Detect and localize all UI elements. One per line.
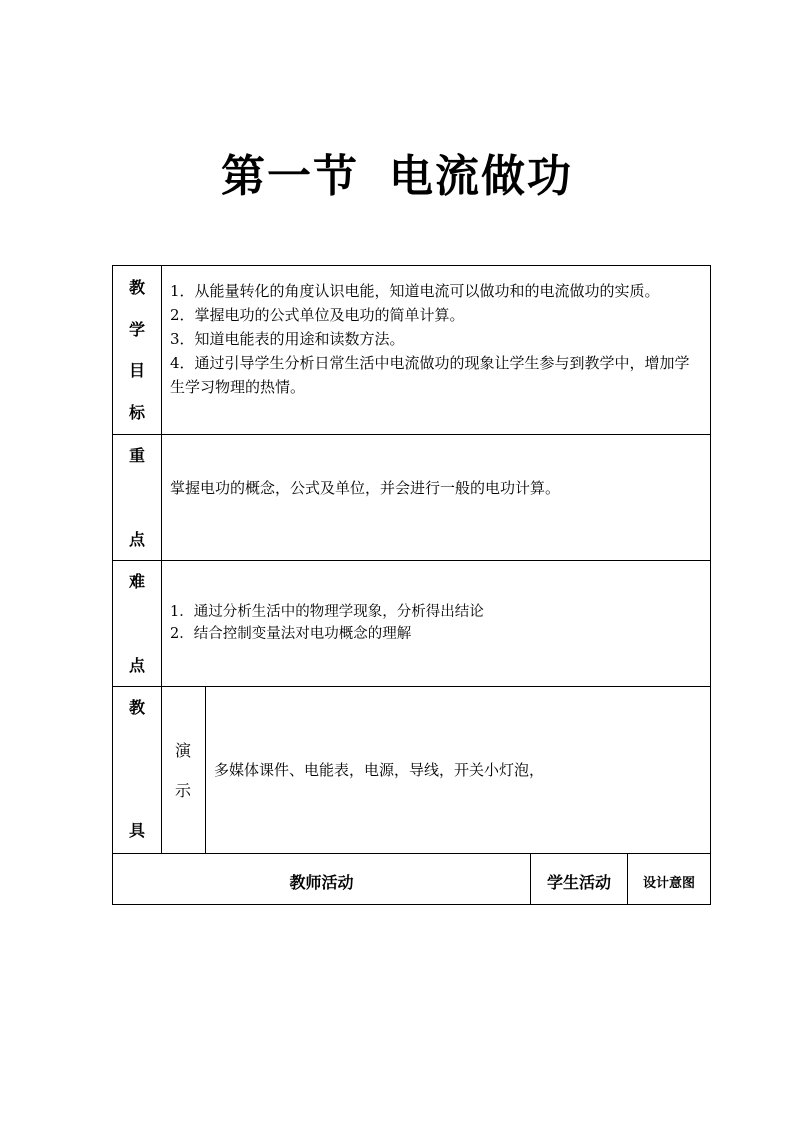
label-char: 重 [128, 446, 145, 465]
difficulty-list [170, 601, 704, 645]
design-intent-header: 设计意图 [642, 875, 695, 891]
key-point-text: 掌握电功的概念，公式及单位，并会进行一般的电功计算。 [170, 479, 561, 497]
objectives-label [113, 266, 161, 434]
student-activity-header: 学生活动 [546, 872, 611, 892]
label-char: 学 [128, 320, 145, 339]
label-char: 示 [174, 781, 191, 800]
lesson-plan-table [112, 265, 711, 905]
label-char: 目 [128, 361, 145, 380]
teaching-aids-label [113, 686, 161, 853]
objective-item: 1．从能量转化的角度认识电能，知道电流可以做功和的电流做功的实质。 [170, 282, 660, 300]
difficulty-item: 1．通过分析生活中的物理学现象，分析得出结论 [170, 604, 484, 620]
row-divider [113, 434, 710, 435]
objective-item: 3．知道电能表的用途和读数方法。 [170, 330, 405, 348]
difficulty-label [113, 560, 161, 686]
teaching-aids-text: 多媒体课件、电能表，电源，导线，开关小灯泡， [214, 761, 545, 779]
row-divider [113, 560, 710, 561]
title-topic: 电流做功 [389, 151, 573, 202]
label-char: 点 [128, 530, 145, 549]
objective-item: 4．通过引导学生分析日常生活中电流做功的现象让学生参与到教学中，增加学生学习物理的热情。 [170, 354, 690, 396]
page-title [0, 140, 794, 204]
aid-column-divider [205, 686, 206, 853]
label-char: 具 [128, 821, 145, 840]
label-char: 点 [128, 656, 145, 675]
demo-label [161, 686, 205, 853]
label-char: 演 [174, 741, 191, 760]
label-char: 难 [128, 572, 145, 591]
objectives-list [170, 279, 704, 399]
teacher-activity-header: 教师活动 [289, 872, 354, 892]
row-divider [113, 853, 710, 854]
label-char: 标 [128, 403, 145, 422]
title-section-number: 第一节 [221, 151, 359, 202]
label-char: 教 [128, 278, 145, 297]
difficulty-item: 2．结合控制变量法对电功概念的理解 [170, 626, 412, 642]
label-char: 教 [128, 698, 145, 717]
objective-item: 2．掌握电功的公式单位及电功的简单计算。 [170, 306, 465, 324]
key-point-label [113, 434, 161, 560]
